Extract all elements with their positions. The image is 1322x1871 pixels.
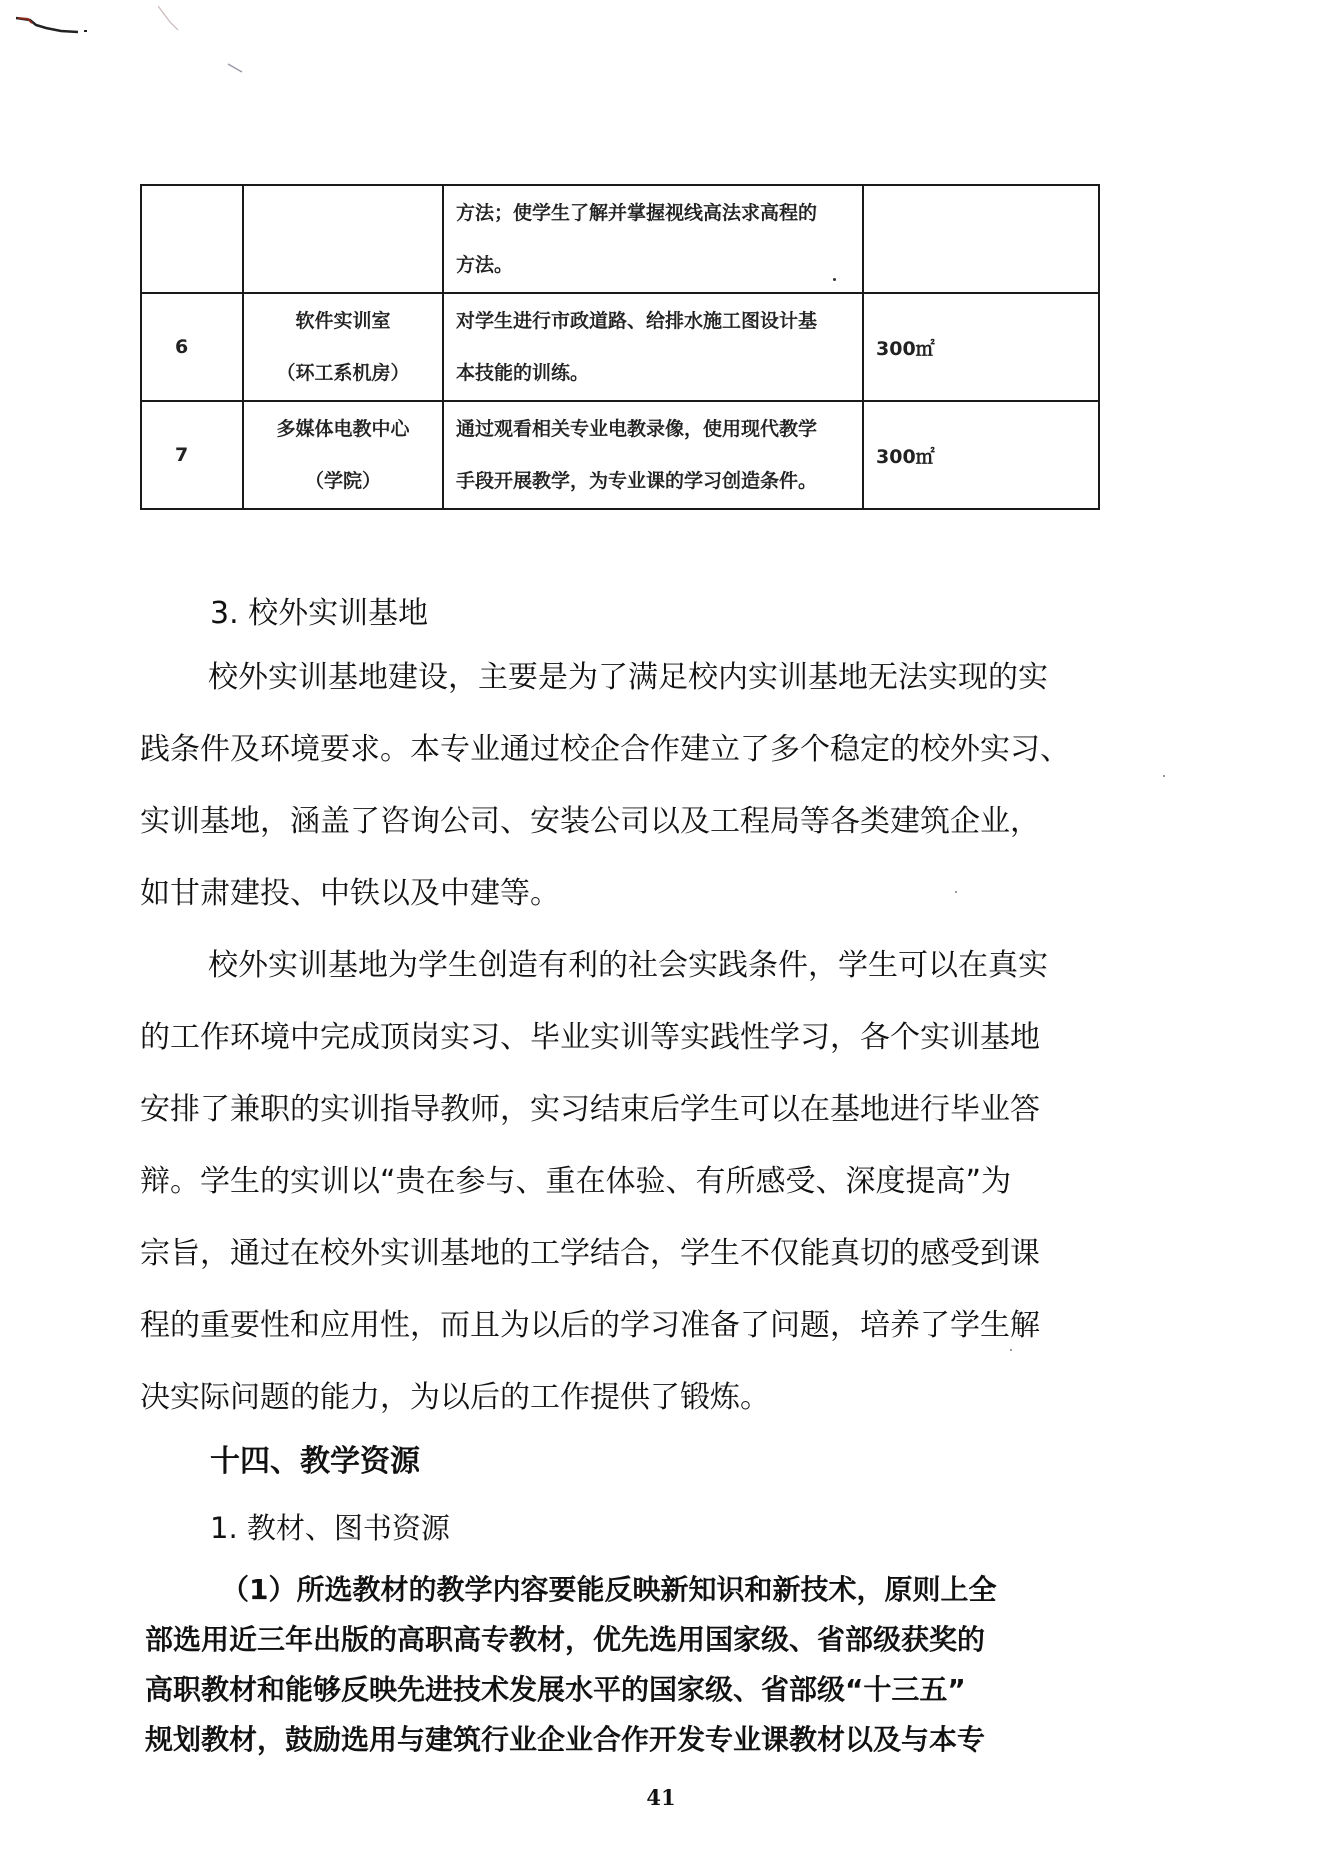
description-cell: [443, 185, 863, 293]
area-cell: 300㎡: [863, 293, 1099, 401]
scan-stroke-mark: [16, 16, 94, 38]
table-row: [141, 185, 1099, 293]
paragraph-line: 的工作环境中完成顶岗实习、毕业实训等实践性学习，各个实训基地: [140, 1020, 1040, 1055]
paragraph-line: 践条件及环境要求。本专业通过校企合作建立了多个稳定的校外实习、: [140, 732, 1070, 767]
paragraph-line: 决实际问题的能力，为以后的工作提供了锻炼。: [140, 1380, 770, 1415]
table-row: [141, 401, 1099, 509]
scan-faint-mark: [158, 6, 268, 76]
paragraph-line: 实训基地，涵盖了咨询公司、安装公司以及工程局等各类建筑企业，: [140, 804, 1040, 839]
paragraph-line: 宗旨，通过在校外实训基地的工学结合，学生不仅能真切的感受到课: [140, 1236, 1040, 1271]
paragraph-line: 部选用近三年出版的高职高专教材，优先选用国家级、省部级获奖的: [145, 1623, 986, 1656]
paragraph-line: 规划教材，鼓励选用与建筑行业企业合作开发专业课教材以及与本专: [145, 1723, 986, 1756]
description-line: 通过观看相关专业电教录像，使用现代教学: [456, 418, 818, 440]
paragraph-offsite-base-2: [140, 930, 1120, 1434]
paragraph-line: 程的重要性和应用性，而且为以后的学习准备了问题，培养了学生解: [140, 1308, 1040, 1343]
paragraph-line: 如甘肃建投、中铁以及中建等。: [140, 876, 560, 911]
area-cell: [863, 185, 1099, 293]
paragraph-line: （1）所选教材的教学内容要能反映新知识和新技术，原则上全: [221, 1573, 997, 1606]
subsection-heading-textbooks: 1. 教材、图书资源: [210, 1511, 450, 1545]
room-cell: [243, 401, 443, 509]
paragraph-line: 高职教材和能够反映先进技术发展水平的国家级、省部级“十三五”: [145, 1673, 966, 1706]
description-line: 方法。: [456, 254, 514, 276]
paragraph-offsite-base-1: [140, 642, 1120, 930]
description-cell: [443, 401, 863, 509]
room-location: （环工系机房）: [276, 362, 410, 384]
paragraph-line: 校外实训基地为学生创造有利的社会实践条件，学生可以在真实: [208, 948, 1048, 983]
room-name: 多媒体电教中心: [276, 418, 410, 440]
paragraph-line: 辩。学生的实训以“贵在参与、重在体验、有所感受、深度提高”为: [140, 1164, 1012, 1199]
section-heading-3: 3. 校外实训基地: [210, 596, 429, 631]
scan-dot: [833, 278, 836, 281]
table-row: [141, 293, 1099, 401]
description-line: 方法；使学生了解并掌握视线高法求高程的: [456, 202, 818, 224]
scan-speck: [955, 891, 957, 893]
page-number: 41: [646, 1785, 676, 1810]
paragraph-textbook-selection: [145, 1565, 1120, 1765]
scan-speck: [1163, 775, 1165, 777]
section-heading-14: 十四、教学资源: [210, 1444, 420, 1479]
row-number-cell: [141, 185, 243, 293]
scan-speck: [1010, 1349, 1012, 1351]
row-number-cell: 6: [141, 293, 243, 401]
description-cell: [443, 293, 863, 401]
description-line: 手段开展教学，为专业课的学习创造条件。: [456, 470, 818, 492]
training-room-table: [140, 184, 1100, 510]
paragraph-line: 安排了兼职的实训指导教师，实习结束后学生可以在基地进行毕业答: [140, 1092, 1040, 1127]
row-number-cell: 7: [141, 401, 243, 509]
description-line: 本技能的训练。: [456, 362, 590, 384]
room-location: （学院）: [304, 470, 381, 492]
room-cell: [243, 185, 443, 293]
paragraph-line: 校外实训基地建设，主要是为了满足校内实训基地无法实现的实: [208, 660, 1048, 695]
area-cell: 300㎡: [863, 401, 1099, 509]
description-line: 对学生进行市政道路、给排水施工图设计基: [456, 310, 818, 332]
room-name: 软件实训室: [295, 310, 391, 332]
room-cell: [243, 293, 443, 401]
